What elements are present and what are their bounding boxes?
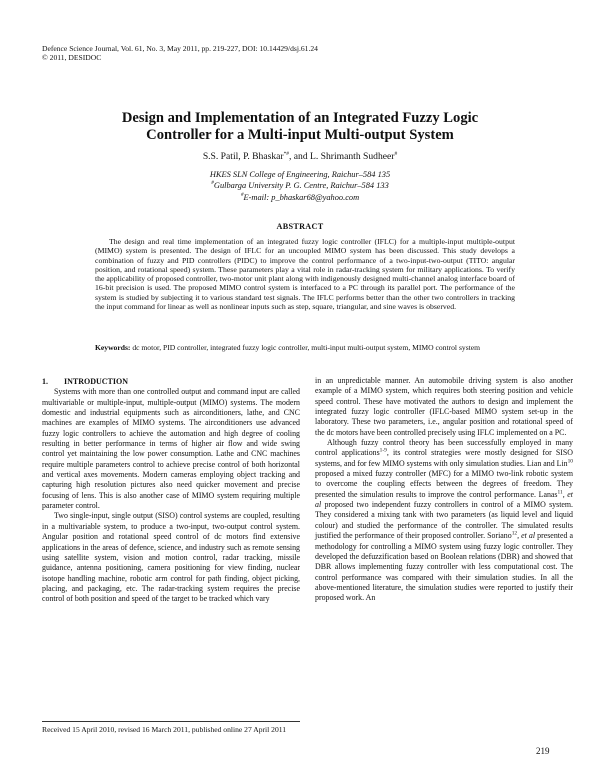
abstract-text: The design and real time implementation of an integrated fuzzy logic controller (IFLC) for a multiple-input multiple-output (MIMO) system is presented. The design of IFLC for an uncoupled MIMO system has been discussed. This study develops a combination of fuzzy and PID controllers (PIDC) to improve the control performance of a two-input-two-output (TITO: angular position, and rotational speed) system. These parameters play a vital role in radar-tracking system for military applications. To verify the applicability of proposed controller, two-motor unit plant along with indigenously designed multi-channel analog interface board of 16-bit precision is used. The proposed MIMO control system is interfaced to a PC through its parallel port. The performance of the system is studied by subjecting it to various standard test signals. The IFLC performs better than the other two controllers in tracking the input command for linear as well as nonlinear inputs such as step, square, triangular, and sine waves is observed. [95,237,515,312]
copyright: © 2011, DESIDOC [42,53,102,63]
keywords [95,343,515,352]
title-line-1: Design and Implementation of an Integrated Fuzzy Logic [121,110,479,126]
page-number: 219 [536,746,550,756]
right-paragraph-2: Although fuzzy control theory has been successfully employed in many control applications$^{1-9}$, its control strategies were mostly designed for SISO systems, and for few MIMO systems with only simulation studies. Lian and Lin$^{10}$ proposed a mixed fuzzy controller (MFC) for a MIMO two-link robotic system to overcome the coupling effects between the degrees of freedom. They presented the simulation results to improve the control performance. Lanas$^{11}$, et al proposed two independent fuzzy controllers in control of a MIMO system. They considered a mixing tank with two parameters (as liquid level and liquid colour) and studied the performance of the controller. The simulated results justified the performance of their proposed controller. Soriano$^{12}$, et al presented a methodology for controlling a MIMO system using fuzzy logic controller. They developed the defuzzification based on Boolean relations (DBR) and showed that DBR allows implementing fuzzy controller with less computational cost. The control performance was compared with their simulation studies. In all the above-mentioned literature, the simulation studies were reported to justify their proposed work. An [315,438,573,603]
left-paragraph-1: Systems with more than one controlled output and command input are called multivariable or multiple-input, multiple-output (MIMO) systems. The modern domestic and industrial equipments such as airconditioners, lathe, and CNC machines are examples of MIMO systems. The airconditioners use advanced fuzzy logic controllers to achieve the automation and high degree of cooling resulting in better performance in terms of higher air flow and wide swing control yet maintaining the low power consumption. Lathe and CNC machines require multiple parameters control to achieve precise control of both horizontal and vertical axes movements. Modern cameras employing object tracking and capturing high resolution pictures also need quicker movement and precise focusing of lens. This is also another case of MIMO system requiring multiple parameter control. [42,387,300,511]
journal-header [42,44,562,63]
right-paragraph-1: in an unpredictable manner. An automobile driving system is also another example of a MIMO system, which requires both steering position and vehicle speed control. These have motivated the authors to design and implement the integrated fuzzy logic controller (IFLC-based MIMO system set-up in the laboratory. These two parameters, i.e., angular position and rotational speed of the dc motors have been controlled precisely using IFLC implemented on a PC. [315,376,573,437]
affiliation-2-mark: # [211,180,214,187]
author-1-mark: *# [283,150,289,157]
section-title: INTRODUCTION [64,377,129,386]
citation-ref: 12 [511,530,518,537]
email-mark: # [240,192,244,199]
right-column [315,376,573,604]
affiliation-1: HKES SLN College of Engineering, Raichur–584 135 [209,170,391,179]
citation-ref: 11 [557,489,563,496]
citation-ref: 1-9 [379,447,387,454]
authors [40,151,560,162]
section-heading [42,377,300,387]
section-number: 1. [42,377,48,386]
title-line-2: Controller for a Multi-input Multi-output System [146,127,454,143]
paper-title [40,110,560,144]
left-column [42,377,300,605]
author-2-mark: # [394,150,398,157]
left-paragraph-2: Two single-input, single output (SISO) control systems are coupled, resulting in a multivariable system, to produce a two-input, two-output control system. Angular position and rotational speed control of dc motors find extensive applications in the areas of defence, science, and industry such as remote sensing using satellite system, vision and motion control, radar tracking, missile guidance, antenna positioning, camera positioning for view finding, nuclear isotope handling machine, robotic arm control for path finding, object picking, placing, and packaging, etc. The radar-tracking system requires the precise control of both position and speed of the target to be tracked which vary [42,511,300,604]
affiliations [40,169,560,203]
author-2: , and L. Shrimanth Sudheer [288,151,395,162]
footer-rule [42,721,300,722]
citation-ref: 10 [567,458,573,465]
abstract-heading: ABSTRACT [276,222,324,231]
author-1: S.S. Patil, P. Bhaskar [202,151,284,162]
keywords-text: dc motor, PID controller, integrated fuzzy logic controller, multi-input multi-output system, MIMO control system [130,343,481,352]
keywords-label: Keywords: [95,343,131,352]
affiliation-2: Gulbarga University P. G. Centre, Raichur–584 133 [213,181,389,191]
received-dates: Received 15 April 2010, revised 16 March 2011, published online 27 April 2011 [42,725,287,734]
email[interactable]: E-mail: p_bhaskar68@yahoo.com [243,192,360,202]
journal-citation: Defence Science Journal, Vol. 61, No. 3, May 2011, pp. 219-227, DOI: 10.14429/dsj.61.24 [42,44,318,53]
